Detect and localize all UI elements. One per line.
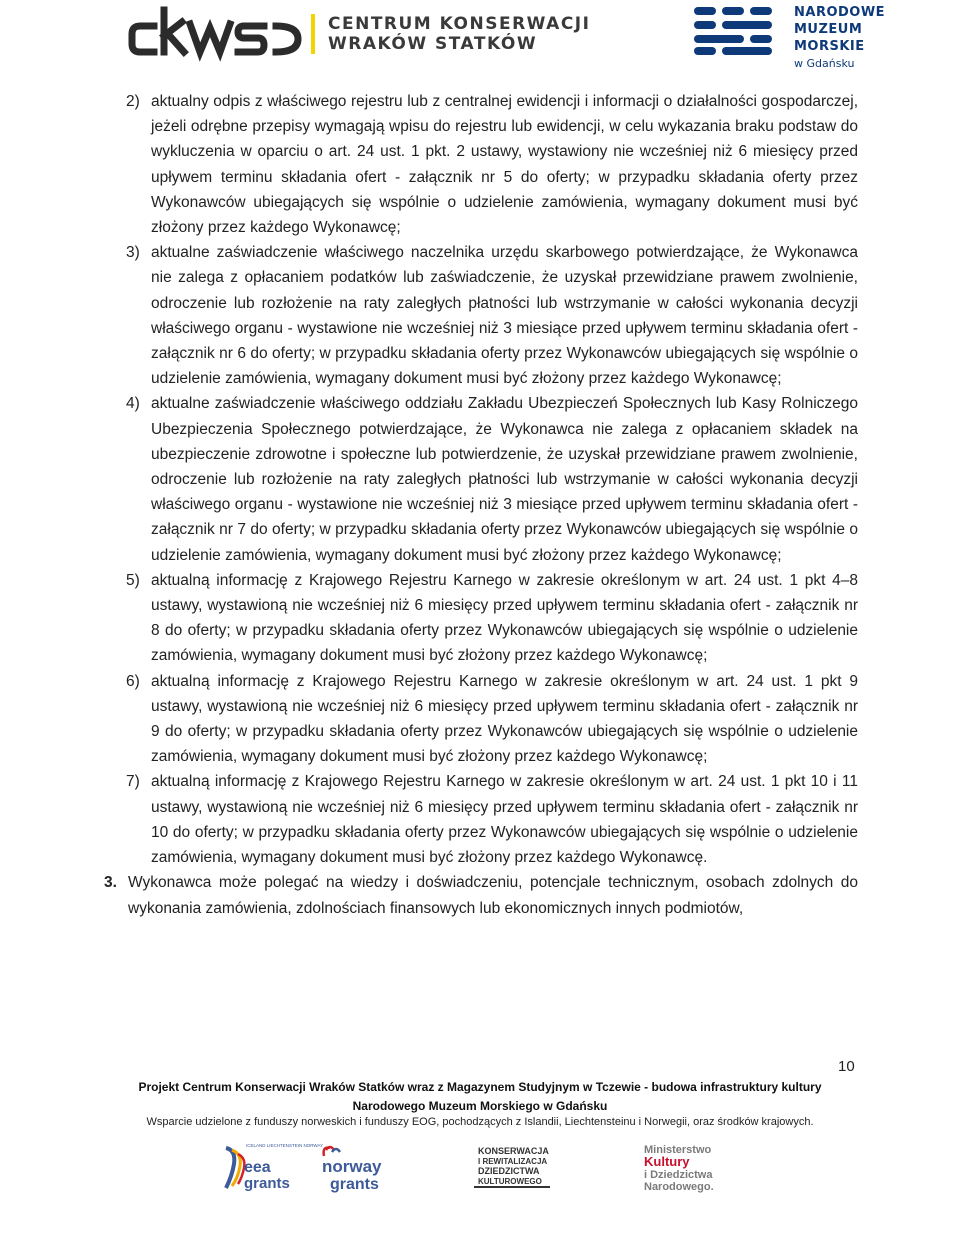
list-item — [104, 568, 858, 669]
footer-project-line2: Narodowego Muzeum Morskiego w Gdańsku — [352, 1099, 608, 1113]
section-point-3 — [104, 870, 858, 920]
ministerstwo-kultury-logo — [644, 1142, 728, 1194]
list-item-text: aktualną informację z Krajowego Rejestru Karnego w zakresie określonym w art. 24 ust. 1 pkt 10 i 11 ustawy, wystawioną nie wcześniej niż 6 miesięcy przed upływem terminu składania ofert - załącznik nr 10 do oferty; w przypadku składania oferty przez Wykonawców ubiegających się wspólnie o udzielenie zamówienia, wymagany dokument musi być złożony przez każdego Wykonawcę. — [151, 773, 858, 867]
ckws-logo — [128, 6, 300, 58]
nmm-line1: NARODOWE — [794, 5, 886, 20]
kr-line3: DZIEDZICTWA — [478, 1166, 540, 1176]
list-item — [104, 89, 858, 240]
page-number: 10 — [838, 1058, 855, 1075]
list-item-number: 5) — [126, 571, 140, 589]
kr-line2: I REWITALIZACJA — [478, 1157, 548, 1166]
min-line3: i Dziedzictwa — [644, 1169, 713, 1181]
eea-word: eea — [244, 1159, 271, 1176]
min-line4: Narodowego. — [644, 1181, 714, 1193]
list-item — [104, 240, 858, 391]
kr-line1: KONSERWACJA — [478, 1146, 549, 1156]
list-item — [104, 391, 858, 567]
min-line1: Ministerstwo — [644, 1144, 712, 1156]
list-item-number: 3) — [126, 244, 140, 262]
section-number: 3. — [104, 874, 117, 892]
konserwacja-rewitalizacja-logo — [474, 1144, 550, 1190]
ckws-divider — [311, 14, 315, 54]
list-item — [104, 669, 858, 770]
section-text: Wykonawca może polegać na wiedzy i doświadczeniu, potencjale technicznym, osobach zdolnych do wykonania zamówienia, zdolnościach finansowych lub ekonomicznych innych podmiotów, — [128, 874, 858, 917]
nmm-line2: MUZEUM — [794, 22, 863, 37]
list-item-text: aktualną informację z Krajowego Rejestru Karnego w zakresie określonym w art. 24 ust. 1 pkt 4–8 ustawy, wystawioną nie wcześniej niż 6 miesięcy przed upływem terminu składania ofert - załącznik nr 8 do oferty; w przypadku składania oferty przez Wykonawców ubiegających się wspólnie o udzielenie zamówienia, wymagany dokument musi być złożony przez każdego Wykonawcę; — [151, 571, 858, 665]
footer-support-note: Wsparcie udzielone z funduszy norweskich i funduszy EOG, pochodzących z Islandii, Liechtensteinu i Norwegii, oraz środków krajowych. — [146, 1116, 814, 1128]
list-item-number: 2) — [126, 93, 140, 110]
list-item-text: aktualną informację z Krajowego Rejestru Karnego w zakresie określonym w art. 24 ust. 1 pkt 9 ustawy, wystawioną nie wcześniej niż 6 miesięcy przed upływem terminu składania ofert - załącznik nr 9 do oferty; w przypadku składania oferty przez Wykonawców ubiegających się wspólnie o udzielenie zamówienia, wymagany dokument musi być złożony przez każdego Wykonawcę; — [151, 672, 858, 766]
ckws-name-line1: CENTRUM KONSERWACJI — [328, 14, 591, 34]
list-item-text: aktualny odpis z właściwego rejestru lub z centralnej ewidencji i informacji o działalności gospodarczej, jeżeli odrębne przepisy wymagają wpisu do rejestru lub ewidencji, w celu wykazania braku podstaw do wykluczenia w oparciu o art. 24 ust. 1 pkt. 2 ustawy, wystawiony nie wcześniej niż 6 miesięcy przed upływem terminu składania ofert - załącznik nr 5 do oferty; w przypadku składania oferty przez Wykonawców ubiegających się wspólnie o udzielenie zamówienia, wymagany dokument musi być złożony przez każdego Wykonawcę; — [151, 93, 858, 237]
list-item — [104, 769, 858, 870]
eea-small-text: ICELAND LIECHTENSTEIN NORWAY — [246, 1143, 324, 1148]
norway-grants-word: grants — [330, 1176, 379, 1193]
norway-word: norway — [322, 1157, 382, 1176]
footer-project-title — [120, 1078, 840, 1116]
list-item-number: 4) — [126, 395, 140, 413]
min-line2: Kultury — [644, 1154, 690, 1169]
list-item-number: 6) — [126, 672, 140, 690]
footer-project-line1: Projekt Centrum Konserwacji Wraków Statków wraz z Magazynem Studyjnym w Tczewie - budowa infrastruktury kultury — [138, 1080, 822, 1094]
ckws-name — [328, 14, 590, 54]
eea-grants-logo — [222, 1140, 324, 1192]
nmm-line4: w Gdańsku — [794, 57, 855, 70]
list-item-text: aktualne zaświadczenie właściwego oddziału Zakładu Ubezpieczeń Społecznych lub Kasy Rolniczego Ubezpieczenia Społecznego potwierdzające, że Wykonawca nie zalega z opłacaniem składek na ubezpieczenie zdrowotne i społeczne lub potwierdzenie, że uzyskał przewidziane prawem zwolnienie, odroczenie lub rozłożenie na raty zaległych płatności lub wstrzymanie w całości wykonania decyzji właściwego organu - wystawione nie wcześniej niż 3 miesiące przed upływem terminu składania ofert - załącznik nr 7 do oferty; w przypadku składania oferty przez Wykonawców ubiegających się wspólnie o udzielenie zamówienia, wymagany dokument musi być złożony przez każdego Wykonawcę; — [151, 395, 858, 564]
nmm-name — [794, 4, 885, 72]
document-body — [104, 89, 858, 921]
eea-grants-word: grants — [244, 1175, 290, 1192]
kr-line4: KULTUROWEGO — [478, 1177, 542, 1186]
nmm-logo-mark — [694, 7, 780, 55]
norway-grants-logo — [318, 1142, 396, 1192]
ckws-name-line2: WRAKÓW STATKÓW — [328, 34, 538, 54]
list-item-number: 7) — [126, 773, 140, 791]
list-item-text: aktualne zaświadczenie właściwego naczelnika urzędu skarbowego potwierdzające, że Wykonawca nie zalega z opłacaniem podatków lub zaświadczenie, że uzyskał przewidziane prawem zwolnienie, odroczenie lub rozłożenie na raty zaległych płatności lub wstrzymanie w całości wykonania decyzji właściwego organu - wystawione nie wcześniej niż 3 miesiące przed upływem terminu składania ofert - załącznik nr 6 do oferty; w przypadku składania oferty przez Wykonawców ubiegających się wspólnie o udzielenie zamówienia, wymagany dokument musi być złożony przez każdego Wykonawcę; — [151, 244, 858, 388]
nmm-line3: MORSKIE — [794, 39, 865, 54]
